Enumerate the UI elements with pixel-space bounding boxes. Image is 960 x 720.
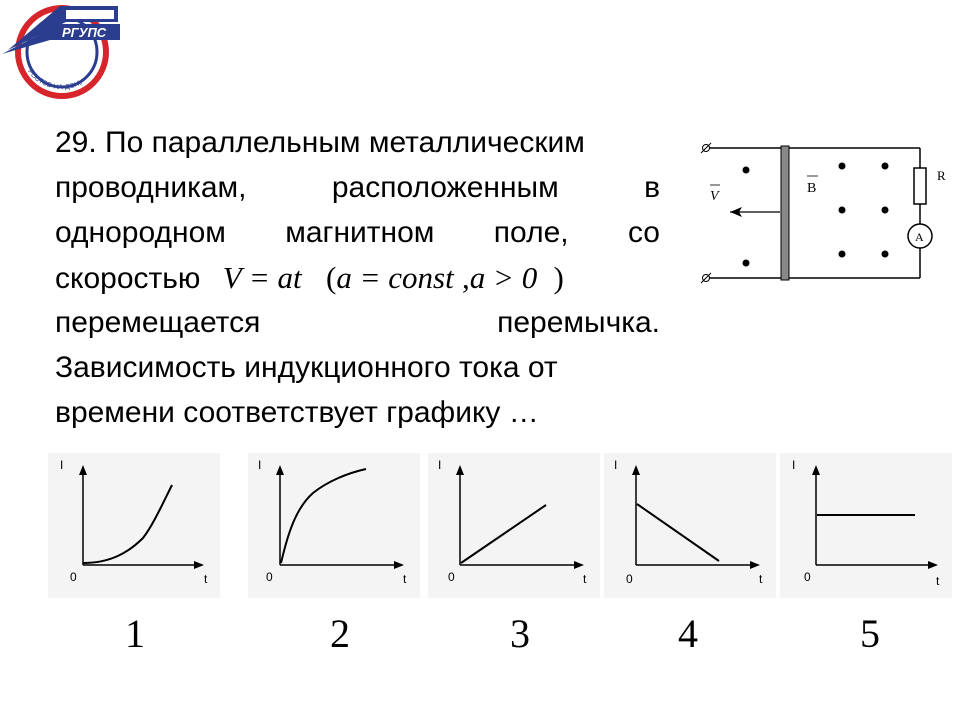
circuit-diagram <box>690 130 960 290</box>
origin-label: 0 <box>70 570 77 584</box>
field-dot <box>839 207 846 214</box>
ammeter-label: A <box>915 230 924 244</box>
field-dot <box>839 163 846 170</box>
field-label: B <box>807 181 817 196</box>
x-axis-label: t <box>403 572 407 586</box>
answer-number-3: 3 <box>510 611 530 656</box>
formula-velocity: V = at <box>222 260 302 295</box>
x-axis-label: t <box>936 574 940 588</box>
sliding-jumper <box>781 146 789 280</box>
word: со <box>627 216 660 249</box>
problem-line-4 <box>55 255 660 300</box>
y-axis-label: I <box>614 458 618 472</box>
origin-label: 0 <box>626 572 633 586</box>
x-axis-label: t <box>204 572 208 586</box>
logo-book-icon <box>66 10 114 19</box>
problem-line-2 <box>55 165 660 210</box>
field-dots <box>743 163 889 267</box>
word: перемычка. <box>497 306 660 339</box>
graph-5 <box>780 453 952 598</box>
word: скоростью <box>55 262 201 295</box>
x-axis-label: t <box>583 572 587 586</box>
logo-ring-text: РОСТОВ-НА-ДОНУ <box>26 68 85 92</box>
origin-label: 0 <box>448 570 455 584</box>
origin-label: 0 <box>804 570 811 584</box>
field-dot <box>882 163 889 170</box>
answer-number-4: 4 <box>678 611 698 656</box>
graph-1 <box>48 453 220 598</box>
problem-line-5 <box>55 300 660 345</box>
y-axis-label: I <box>258 458 262 472</box>
field-dot <box>743 260 750 267</box>
origin-label: 0 <box>266 570 273 584</box>
word: магнитном <box>285 216 435 249</box>
logo-text: РГУПС <box>62 25 107 40</box>
word: в <box>644 171 660 204</box>
y-axis-label: I <box>438 458 442 472</box>
word: поле, <box>493 216 569 249</box>
formula-positive: a > 0 <box>469 260 538 295</box>
field-dot <box>743 167 750 174</box>
answer-number-1: 1 <box>125 611 145 656</box>
university-logo <box>0 0 125 105</box>
resistor <box>914 168 926 204</box>
word: однородном <box>55 216 226 249</box>
graph-background <box>248 453 420 598</box>
problem-line-1: 29. По параллельным металлическим <box>55 126 585 159</box>
formula-const: a = const <box>336 260 454 295</box>
word: проводникам, <box>55 171 247 204</box>
answer-number-2: 2 <box>330 611 350 656</box>
field-dot <box>882 207 889 214</box>
answer-number-5: 5 <box>860 611 880 656</box>
word: расположенным <box>331 171 559 204</box>
word: перемещается <box>55 306 261 339</box>
y-axis-label: I <box>792 458 796 472</box>
x-axis-label: t <box>759 572 763 586</box>
graph-4 <box>604 453 776 598</box>
y-axis-label: I <box>60 458 64 472</box>
formula-paren-close: ) <box>553 260 564 295</box>
graph-3 <box>428 453 600 598</box>
problem-line-7: времени соответствует графику … <box>55 396 539 429</box>
field-dot <box>839 251 846 258</box>
velocity-label: V <box>710 189 719 204</box>
field-dot <box>882 251 889 258</box>
problem-statement <box>55 120 660 435</box>
problem-line-6: Зависимость индукционного тока от <box>55 351 558 384</box>
graph-2 <box>248 453 420 598</box>
problem-line-3 <box>55 210 660 255</box>
resistor-label: R <box>937 168 946 183</box>
formula-paren-open: ( <box>326 260 337 295</box>
formula-comma: , <box>462 260 470 295</box>
